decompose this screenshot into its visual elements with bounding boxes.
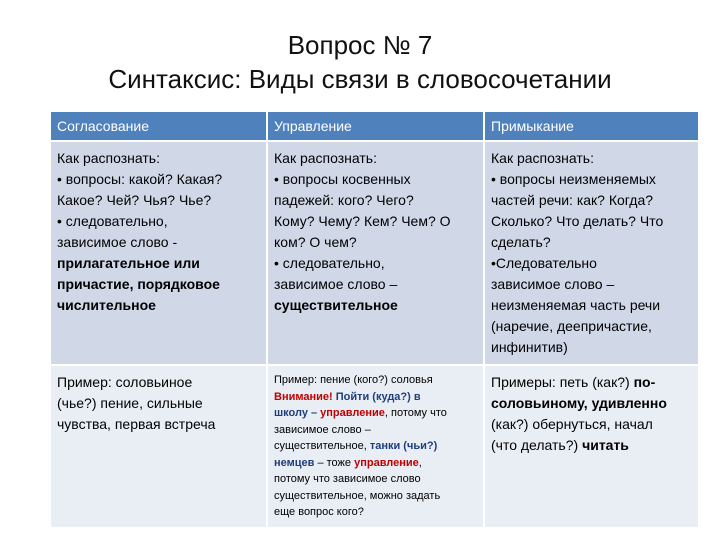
cell-text: , потому что <box>384 407 447 419</box>
cell-text: Кому? Чему? Кем? Чем? О <box>274 213 451 229</box>
header-primykanie: Примыкание <box>485 112 698 140</box>
cell-text: • вопросы: какой? Какая? <box>57 171 223 187</box>
attention-label: Внимание! <box>274 390 333 403</box>
cell-upravlenie-rules <box>268 140 485 364</box>
title-line-1: Вопрос № 7 <box>287 30 433 60</box>
cell-text: – тоже <box>317 456 352 469</box>
cell-text-bold: читать <box>582 437 629 453</box>
cell-text: (наречие, деепричастие, <box>491 318 652 334</box>
example-phrase: школу – <box>274 407 318 419</box>
cell-text: Какое? Чей? Чья? Чье? <box>57 192 212 208</box>
cell-text: инфинитив) <box>491 339 568 355</box>
example-phrase: танки (чьи?) <box>369 440 438 452</box>
cell-text: Сколько? Что делать? Что <box>491 213 664 229</box>
cell-text-bold: соловьиному, удивленно <box>491 395 667 411</box>
table-header-row <box>51 112 698 140</box>
cell-text: •Следовательно <box>491 255 597 271</box>
cell-soglasovanie-example <box>51 364 268 527</box>
cell-text: • следовательно, <box>57 213 168 229</box>
cell-text: зависимое слово - <box>57 234 178 250</box>
cell-text: чувства, первая встреча <box>57 416 216 432</box>
header-upravlenie: Управление <box>268 112 485 140</box>
cell-text: частей речи: как? Когда? <box>491 192 654 208</box>
cell-upravlenie-example <box>268 364 485 527</box>
cell-text: зависимое слово – <box>491 276 615 292</box>
table-row <box>51 140 698 364</box>
cell-text: ком? О чем? <box>274 234 357 250</box>
comparison-table <box>51 112 698 527</box>
cell-text: (чье?) пение, сильные <box>57 395 203 411</box>
cell-text-bold: причастие, порядковое <box>57 276 220 292</box>
cell-text: • вопросы косвенных <box>274 171 411 187</box>
cell-text: неизменяемая часть речи <box>491 297 661 313</box>
cell-text: зависимое слово – <box>274 423 371 436</box>
slide-title <box>0 28 720 96</box>
cell-primykanie-rules <box>485 140 698 364</box>
cell-text: , <box>418 456 422 469</box>
cell-text: • следовательно, <box>274 255 385 271</box>
cell-text: потому что зависимое слово <box>274 473 421 485</box>
cell-text: Как распознать: <box>491 150 594 166</box>
comparison-table-wrap <box>51 112 698 527</box>
cell-text: Примеры: петь (как?) <box>491 374 630 390</box>
cell-text: (как?) обернуться, начал <box>491 416 653 432</box>
cell-text: Как распознать: <box>57 150 160 166</box>
cell-text: Как распознать: <box>274 150 377 166</box>
example-phrase: Пойти (куда?) в <box>335 390 421 403</box>
header-soglasovanie: Согласование <box>51 112 268 140</box>
example-phrase: немцев <box>274 456 315 469</box>
cell-text: зависимое слово – <box>274 276 398 292</box>
term-upravlenie: управление <box>320 407 385 419</box>
cell-text-bold: прилагательное или <box>57 255 200 271</box>
table-row <box>51 364 698 527</box>
cell-text: Пример: пение (кого?) соловья <box>274 374 433 386</box>
cell-text: падежей: кого? Чего? <box>274 192 414 208</box>
title-line-2: Синтаксис: Виды связи в словосочетании <box>108 64 612 94</box>
cell-text: еще вопрос кого? <box>274 506 364 518</box>
cell-text-bold: по- <box>633 374 656 390</box>
cell-primykanie-example <box>485 364 698 527</box>
cell-text-bold: существительное <box>274 297 398 313</box>
cell-text-bold: числительное <box>57 297 156 313</box>
cell-text: (что делать?) <box>491 437 579 453</box>
term-upravlenie: управление <box>354 456 419 469</box>
cell-text: • вопросы неизменяемых <box>491 171 656 187</box>
cell-soglasovanie-rules <box>51 140 268 364</box>
cell-text: Пример: соловьиное <box>57 374 193 390</box>
cell-text: сделать? <box>491 234 551 250</box>
cell-text: существительное, <box>274 440 367 452</box>
cell-text: существительное, можно задать <box>274 489 441 502</box>
